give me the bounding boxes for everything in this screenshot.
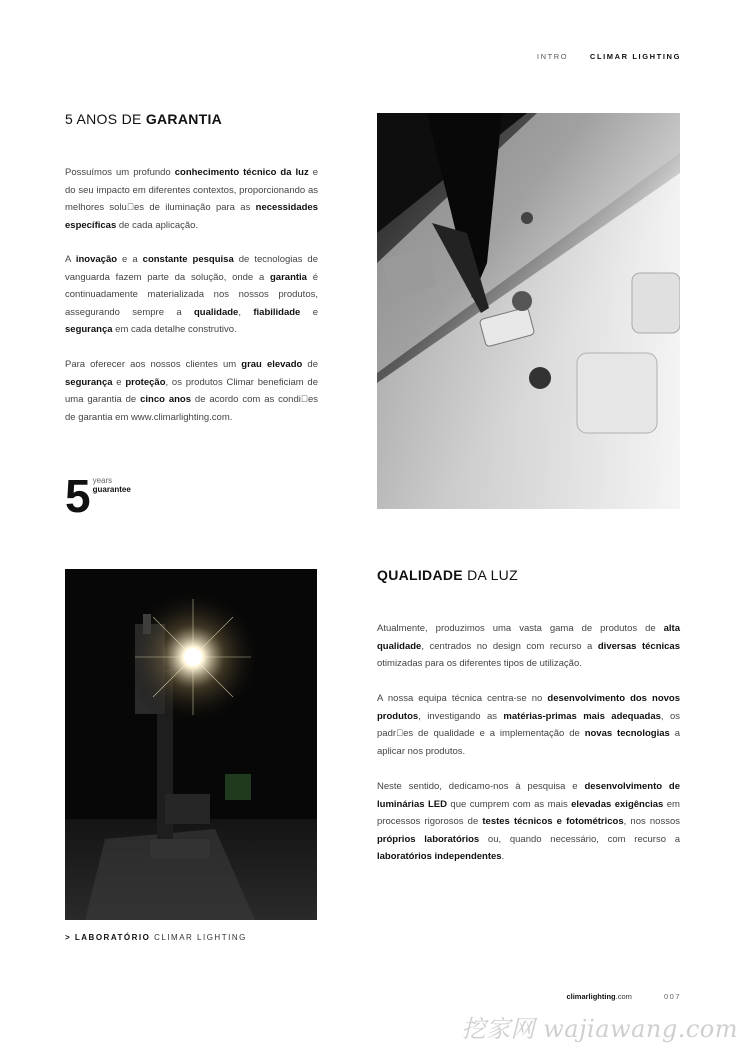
body-text: , [238,306,254,318]
emphasis-text: constante pesquisa [142,254,234,265]
emphasis-text: novas tecnologias [584,728,670,739]
emphasis-text: fiabilidade [253,306,301,318]
body-text: de cada aplicação. [116,219,199,231]
emphasis-text: garantia [270,271,307,283]
emphasis-text: cinco anos [140,394,192,405]
body-text: e a [117,254,143,265]
body-text: em cada detalhe construtivo. [112,324,237,335]
body-text: , os padr es de qualidade e a implementação de [377,710,681,739]
page-footer [566,992,681,1001]
badge-number: 5 [65,470,91,522]
emphasis-text: conhecimento técnico da luz [174,167,309,178]
brand-label: CLIMAR LIGHTING [589,52,681,61]
emphasis-text: elevadas exigências [571,798,664,810]
emphasis-text: próprios laboratórios [377,833,480,845]
site-rest: .com [615,992,632,1001]
body-text: é continuadamente materializada nos nossos produtos, assegurando sempre a [65,271,318,318]
emphasis-text: segurança [65,324,113,335]
site-bold: climarlighting [566,992,616,1001]
quality-paragraph-1 [377,620,680,673]
warranty-paragraph-1 [65,164,318,234]
quality-paragraph-3 [377,778,680,866]
quality-title-light: DA LUZ [462,567,518,583]
warranty-title-bold: GARANTIA [145,111,223,127]
body-text: a aplicar nos produtos. [377,728,680,757]
body-text: . [501,851,505,862]
body-text: Atualmente, produzimos uma vasta gama de produtos de [377,623,664,634]
body-text: , investigando as [418,710,504,722]
emphasis-text: matérias-primas mais adequadas [503,710,661,722]
emphasis-text: desenvolvimento de luminárias LED [377,781,680,810]
body-text: , nos nossos [623,816,680,827]
body-text: ou, quando necessário, com recurso a [479,833,680,845]
caption-prefix: > LABORATÓRIO [65,933,151,942]
luminaire-detail-photo [377,113,680,509]
warranty-paragraph-3 [65,356,318,426]
body-text: em processos rigorosos de [377,798,680,827]
website-link[interactable] [566,992,631,1001]
quality-title-bold: QUALIDADE [377,567,463,583]
body-text: e do seu impacto em diferentes contextos, proporcionando as melhores solu es de iluminação para as [65,167,318,213]
quality-title [377,567,518,583]
emphasis-text: grau elevado [241,359,303,370]
emphasis-text: inovação [75,254,118,265]
body-text: Neste sentido, dedicamo-nos à pesquisa e [377,781,585,792]
emphasis-text: desenvolvimento dos novos produtos [377,693,681,722]
emphasis-text: necessidades específicas [65,202,318,231]
body-text: de [302,359,318,370]
badge-years: years [92,476,113,485]
page-number: 007 [663,992,681,1001]
warranty-title [65,111,222,127]
warranty-title-light: 5 ANOS DE [65,111,146,127]
five-years-badge [65,470,131,522]
body-text: de tecnologias de vanguarda fazem parte da solução, onde a [65,254,318,283]
emphasis-text: segurança [65,376,113,388]
section-label: INTRO [536,52,569,61]
watermark: 挖家网 wajiawang.com [461,1015,738,1043]
warranty-paragraph-2 [65,251,318,339]
body-text: otimizadas para os diferentes tipos de utilização. [377,658,582,669]
photo-caption [65,933,247,942]
emphasis-text: diversas técnicas [597,640,680,652]
page-header [537,52,681,61]
quality-paragraph-2 [377,690,680,760]
body-text: de acordo com as condi es de garantia em www.climarlighting.com. [65,394,319,423]
emphasis-text: alta qualidade [377,623,680,652]
badge-guarantee: guarantee [92,485,131,494]
body-text: , os produtos Climar beneficiam de uma garantia de [65,376,318,405]
body-text: e [300,306,318,318]
emphasis-text: laboratórios independentes [377,851,502,862]
emphasis-text: proteção [125,376,166,388]
body-text: que cumprem com as mais [446,798,572,810]
emphasis-text: testes técnicos e fotométricos [482,816,624,827]
laboratory-photo [65,569,317,920]
body-text: Possuímos um profundo [65,167,175,178]
body-text: A [65,254,76,265]
body-text: e [112,376,126,388]
caption-rest: CLIMAR LIGHTING [150,933,247,942]
body-text: , centrados no design com recurso a [421,640,598,652]
emphasis-text: qualidade [194,306,239,318]
body-text: A nossa equipa técnica centra-se no [377,693,548,704]
body-text: Para oferecer aos nossos clientes um [65,359,242,370]
